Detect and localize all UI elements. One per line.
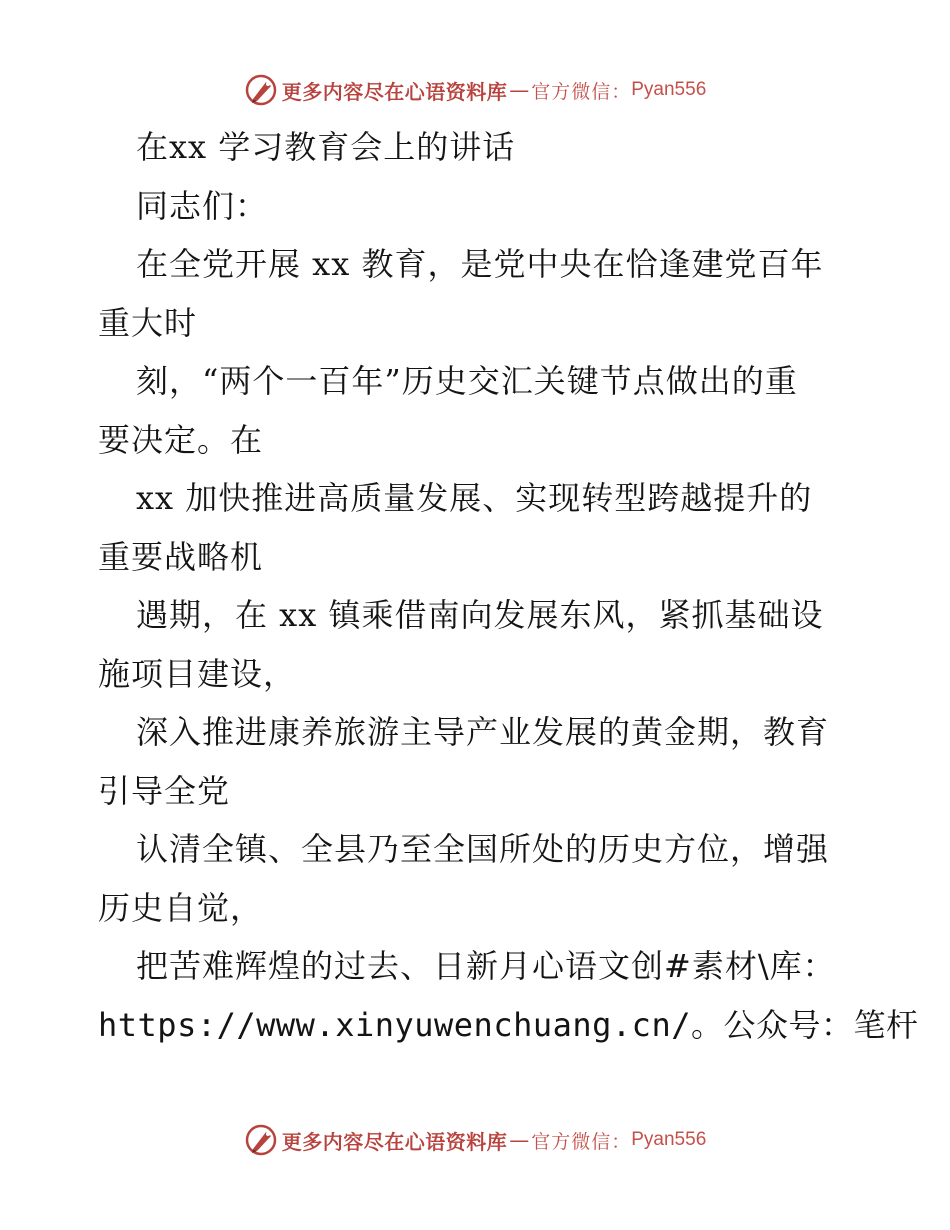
paragraph-line: 遇期，在 xx 镇乘借南向发展东风，紧抓基础设 [136, 596, 824, 634]
document-title: 在xx 学习教育会上的讲话 [136, 128, 516, 166]
salutation: 同志们： [136, 186, 269, 225]
paragraph-line: 刻，“两个一百年”历史交汇关键节点做出的重 [136, 362, 798, 400]
header-watermark-banner [0, 70, 950, 110]
paragraph-line: 施项目建设， [98, 654, 297, 693]
banner-dash: — [509, 1128, 530, 1152]
banner-wechat-label: 官方微信： [531, 1130, 632, 1153]
footer-watermark-banner [0, 1120, 950, 1160]
banner-dash: — [509, 78, 530, 102]
paragraph-line: 认清全镇、全县乃至全国所处的历史方位，增强 [136, 830, 830, 868]
paragraph-line: 在全党开展 xx 教育，是党中央在恰逢建党百年 [136, 245, 824, 283]
url-line: https://www.xinyuwenchuang.cn/。公众号：笔杆 [98, 1005, 919, 1044]
banner-main-text: 更多内容尽在心语资料库 [281, 1129, 508, 1154]
paragraph-line: 历史自觉， [98, 888, 264, 927]
paragraph-line: 深入推进康养旅游主导产业发展的黄金期，教育 [136, 713, 830, 751]
paragraph-line: 把苦难辉煌的过去、日新月心语文创#素材\库： [136, 947, 836, 985]
document-body [98, 118, 919, 1054]
pen-nib-logo-icon [244, 1123, 278, 1157]
paragraph-line: 重大时 [98, 303, 198, 342]
paragraph-line: 要决定。在 [98, 420, 264, 459]
paragraph-line: xx 加快推进高质量发展、实现转型跨越提升的 [136, 479, 813, 517]
paragraph-line: 重要战略机 [98, 537, 264, 576]
banner-wechat-label: 官方微信： [531, 80, 632, 103]
pen-nib-logo-icon [244, 73, 278, 107]
paragraph-line: 引导全党 [98, 771, 231, 810]
banner-wechat-id: Pyan556 [631, 79, 707, 100]
banner-wechat-id: Pyan556 [631, 1129, 707, 1150]
banner-main-text: 更多内容尽在心语资料库 [281, 79, 508, 104]
